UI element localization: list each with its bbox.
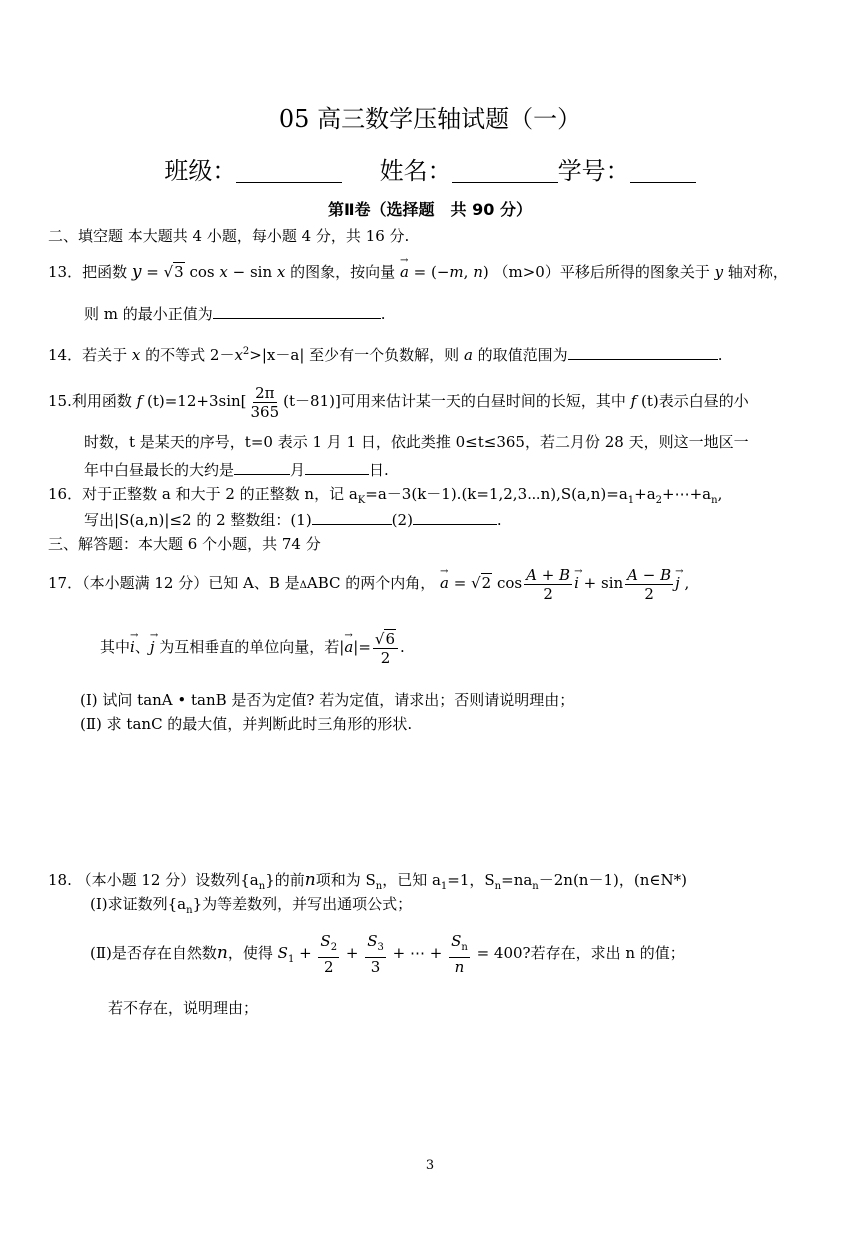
question-text: 月 xyxy=(290,461,306,479)
question-text: +a xyxy=(634,485,656,503)
question-18-part-2: (Ⅱ)是否存在自然数n，使得 $S_1$ + $\frac{S_2}{2}$ + $\frac{S_3}{3}$ + ⋯ + $\frac{S_n}{n}$ = 400?若存在，求出 n 的值； xyxy=(90,932,685,976)
question-text: 把函数 xyxy=(82,263,128,281)
question-number: 14． xyxy=(48,346,83,364)
answer-blank-month[interactable] xyxy=(234,458,290,475)
student-info-header xyxy=(0,156,860,186)
question-text: (Ⅰ)求证数列{a xyxy=(90,895,187,913)
fraction: $\frac{A + B}{2}$ xyxy=(526,565,571,603)
fraction: $\frac{S_2}{2}$ xyxy=(320,932,338,976)
question-text: 则 m 的最小正值为 xyxy=(84,305,213,323)
class-label: 班级： xyxy=(164,157,237,185)
question-text: －2n(n－1)，(n∈N*) xyxy=(538,871,687,889)
question-text: （m>0）平移后所得的图象关于 xyxy=(493,263,710,281)
question-text: (Ⅱ)是否存在自然数 xyxy=(90,944,217,962)
fill-in-intro: 二、填空题 本大题共 4 小题，每小题 4 分，共 16 分. xyxy=(48,227,410,245)
vector-a: → a xyxy=(440,560,449,606)
question-text: }为等差数列，并写出通项公式； xyxy=(192,895,413,913)
fraction: $\frac{A - B}{2}$ xyxy=(627,565,672,603)
question-18-line-1: 18. （本小题 12 分）设数列$\{a_n\}$的前n项和为 $S_n$，已知 $a_1=1$，$S_n=na_n-2n(n-1)$，(n∈N*) xyxy=(48,870,687,892)
question-text: 、 xyxy=(134,638,150,656)
question-text: 写出|S(a,n)|≤2 的 2 整数组：(1) xyxy=(84,511,312,529)
question-text: （本小题满 12 分）已知 A、B 是 xyxy=(82,574,300,592)
question-15-line-3 xyxy=(84,458,389,480)
question-15-line-2: 时数，t 是某天的序号，t=0 表示 1 月 1 日，依此类推 0≤t≤365，若二月份 28 天，则这一地区一 xyxy=(84,433,749,451)
question-15-line-1: 15.利用函数 f (t)=12+3sin[ $\frac{2\pi}{365}$ (t－81)]可用来估计某一天的白昼时间的长短，其中 f (t)表示白昼的小 xyxy=(48,383,749,421)
question-17-part-1: (Ⅰ) 试问 tanA • tanB 是否为定值? 若为定值，请求出；否则请说明理由； xyxy=(80,691,575,709)
question-text: +⋯+a xyxy=(662,485,712,503)
answer-blank-day[interactable] xyxy=(305,458,369,475)
question-18-part-1: (Ⅰ)求证数列$\{a_n\}$为等差数列，并写出通项公式； xyxy=(90,895,413,916)
name-label: 姓名： xyxy=(379,157,452,185)
answer-blank-2[interactable] xyxy=(413,508,497,525)
question-text: (t)表示白昼的小 xyxy=(640,392,749,410)
question-text: ，使得 xyxy=(227,944,273,962)
punctuation: . xyxy=(717,346,723,364)
question-17-line-1: 17．（本小题满 12 分）已知 A、B 是ΔABC 的两个内角， → a = √2 cos $\frac{A + B}{2}$ → i + sin $\frac{A - B}{2}$ → j , xyxy=(48,560,689,609)
fraction: $\frac{√6}{2}$ xyxy=(373,630,398,667)
question-text: 的取值范围为 xyxy=(477,346,568,364)
question-text: (t－81)]可用来估计某一天的白昼时间的长短，其中 xyxy=(283,392,626,410)
class-blank[interactable] xyxy=(236,160,342,183)
question-13-line-1: 13．把函数 y = √3 cos x − sin x 的图象，按向量 → a = (−m, n) （m>0）平移后所得的图象关于 y 轴对称， xyxy=(48,262,788,282)
answer-blank[interactable] xyxy=(568,343,718,360)
question-number: 15. xyxy=(48,392,72,410)
question-text: =a－3(k－1).(k=1,2,3⋯n),S(a,n)=a xyxy=(365,485,628,503)
question-text: >|x－a| 至少有一个负数解，则 xyxy=(249,346,460,364)
triangle-symbol: Δ xyxy=(299,580,307,591)
question-text: ，已知 a xyxy=(382,871,441,889)
question-text: (2) xyxy=(391,511,413,529)
question-text: 18. （本小题 12 分）设数列{a xyxy=(48,871,259,889)
question-number: 13． xyxy=(48,263,83,281)
equation-rhs: = 400 xyxy=(476,944,523,962)
section-title: 第Ⅱ卷（选择题 共 90 分） xyxy=(328,200,532,219)
question-text: 对于正整数 a 和大于 2 的正整数 n，记 a xyxy=(82,485,358,503)
question-16-line-2 xyxy=(84,508,502,530)
question-number: 17． xyxy=(48,574,83,592)
question-text: 日. xyxy=(369,461,389,479)
fraction xyxy=(249,384,282,421)
question-text: =na xyxy=(501,871,533,889)
question-17-part-2: (Ⅱ) 求 tanC 的最大值，并判断此时三角形的形状. xyxy=(80,715,413,733)
question-text: 年中白昼最长的大约是 xyxy=(84,461,235,479)
question-text: 的不等式 2－ xyxy=(145,346,235,364)
fraction: $\frac{S_3}{3}$ xyxy=(367,932,384,976)
fraction-denominator: 365 xyxy=(250,402,280,421)
student-id-label: 学号： xyxy=(557,157,630,185)
question-14: 14．若关于 x 的不等式 $2-x^2>|x-a|$ 至少有一个负数解，则 a 的取值范围为 . xyxy=(48,342,722,365)
question-text: . xyxy=(496,511,502,529)
question-text: 其中 xyxy=(100,638,131,656)
punctuation: . xyxy=(380,305,386,323)
question-text: 若关于 xyxy=(82,346,128,364)
answer-blank-1[interactable] xyxy=(312,508,392,525)
question-text: =1，S xyxy=(447,871,495,889)
question-text: }的前 xyxy=(265,871,305,889)
vector-a: → a xyxy=(400,262,409,282)
solve-intro: 三、解答题：本大题 6 个小题，共 74 分 xyxy=(48,535,321,553)
sqrt-expression: √3 xyxy=(163,263,184,281)
question-13-line-2 xyxy=(84,302,386,324)
question-18-line-4: 若不存在，说明理由； xyxy=(108,999,259,1017)
exam-title: 05 高三数学压轴试题（一） xyxy=(278,105,582,133)
math-function: y xyxy=(131,262,142,282)
fraction-numerator: 2π xyxy=(255,383,275,402)
question-text: 利用函数 xyxy=(71,392,132,410)
question-text: , xyxy=(717,485,723,503)
question-text: (t)=12+3sin[ xyxy=(147,392,247,410)
page-number: 3 xyxy=(425,1158,435,1173)
fraction: $\frac{S_n}{n}$ xyxy=(451,932,468,976)
subscript: K xyxy=(357,495,366,506)
question-17-line-2: 其中→ i、→ j 为互相垂直的单位向量，若|→ a|= $\frac{√6}{2}$ . xyxy=(100,624,405,670)
question-text: 轴对称， xyxy=(727,263,788,281)
question-text: ?若存在，求出 n 的值； xyxy=(522,944,685,962)
answer-blank[interactable] xyxy=(213,302,381,319)
question-text: 为互相垂直的单位向量，若| xyxy=(159,638,345,656)
question-text: |= xyxy=(353,638,371,656)
question-number: 16． xyxy=(48,485,83,503)
name-blank[interactable] xyxy=(452,160,558,183)
question-text: 项和为 S xyxy=(315,871,376,889)
question-16-line-1: 16．对于正整数 a 和大于 2 的正整数 n，记 $a_K=a-3(k-1).(k=1,2,3\cdots n),S(a,n)=a_1+a_2+\cdots+a_n$, xyxy=(48,485,723,506)
question-text: ABC 的两个内角， xyxy=(306,574,436,592)
student-id-blank[interactable] xyxy=(630,160,696,183)
question-text: 的图象，按向量 xyxy=(290,263,396,281)
